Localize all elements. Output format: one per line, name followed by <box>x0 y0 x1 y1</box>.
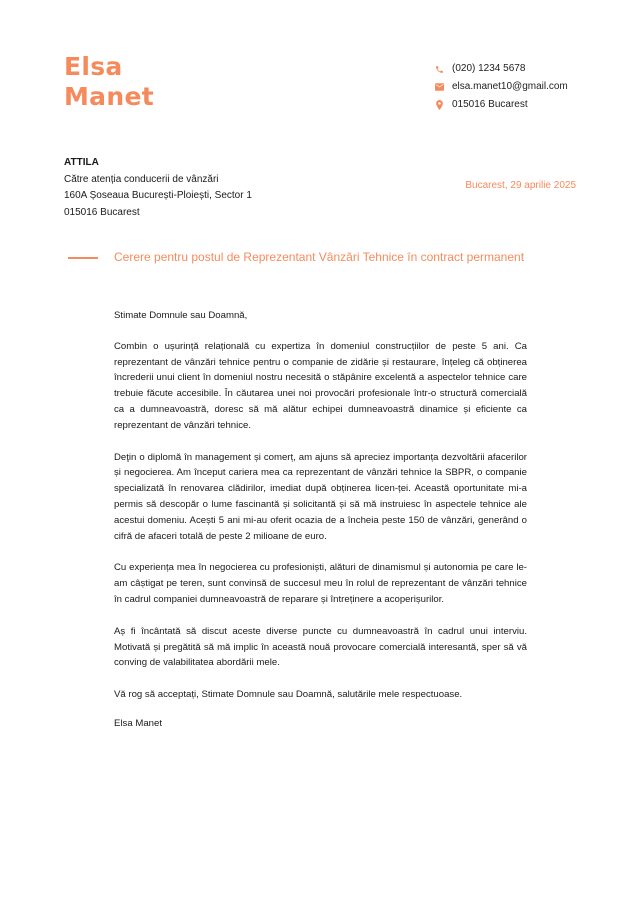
envelope-icon <box>434 82 445 93</box>
sender-first-name: Elsa <box>64 52 123 81</box>
letter-greeting: Stimate Domnule sau Doamnă, <box>114 310 248 321</box>
letter-date: Bucarest, 29 aprilie 2025 <box>465 180 576 191</box>
recipient-line-2: 160A Șoseaua București-Ploiești, Sector 1 <box>64 190 252 201</box>
recipient-company: ATTILA <box>64 157 99 168</box>
letter-paragraph-1: Combin o ușurință relațională cu expertiza în domeniul construcțiilor de peste 5 ani. Ca reprezentant de vânzări tehnice pentru o companie de zidărie și restaurare, înțeleg că obținerea încrederii unui client în domeniul nostru necesită o stăpânire excelentă a aspectelor tehnice care trebuie făcute accesibile. În căutarea unei noi provocări profesionale într-o structură comercială ca a dumneavoastră, doresc să mă alătur echipei dumneavoastră dinamice și eficiente ca reprezentant de vânzări tehnice. <box>114 340 527 431</box>
phone-text: (020) 1234 5678 <box>452 63 526 74</box>
letter-paragraph-3: Cu experiența mea în negocierea cu profesioniști, alături de dinamismul și autonomia pe care le-am câștigat pe teren, sunt convinsă de succesul meu în rolul de reprezentant de vânzări tehnice în cadrul companiei dumneavoastră de reparare și întreținere a acoperișurilor. <box>114 562 527 605</box>
sender-name <box>64 52 154 112</box>
recipient-line-1: Către atenția conducerii de vânzări <box>64 173 219 185</box>
recipient-block <box>64 155 252 221</box>
letter-paragraph-2: Deţin o diplomă în management și comerț, am ajuns să apreciez importanța dezvoltării afacerilor și negocierea. Am început cariera mea ca reprezentant de vânzări tehnice la SBPR, o companie specializată în renovarea clădirilor, imediat după obținerea licen-ței. Această oportunitate mi-a permis să descopăr o lume fascinantă și solicitantă și să mă instruiesc în aspectele tehnice ale acestui domeniu. Acești 5 ani mi-au oferit ocazia de a încheia peste 150 de vânzări, generând o cifră de afaceri totală de peste 2 milioane de euro. <box>114 451 527 542</box>
contact-phone <box>434 60 568 78</box>
recipient-line-3: 015016 Bucarest <box>64 206 140 218</box>
subject-divider <box>68 257 98 259</box>
address-text: 015016 Bucarest <box>452 99 528 110</box>
contact-address <box>434 96 568 114</box>
letter-paragraph-4: Aș fi încântată să discut aceste diverse puncte cu dumneavoastră în cadrul unui interviu. Motivată și pregătită să mă implic în această nouă provocare comercială interesantă, sper să vă conving de valabilitatea abordării mele. <box>114 625 527 669</box>
phone-icon <box>434 64 445 75</box>
email-text[interactable]: elsa.manet10@gmail.com <box>452 81 568 92</box>
contact-email <box>434 78 568 96</box>
contact-block <box>434 60 568 114</box>
letter-body <box>114 308 527 732</box>
letter-signature: Elsa Manet <box>114 717 162 729</box>
letter-closing: Vă rog să acceptați, Stimate Domnule sau Doamnă, salutările mele respectuoase. <box>114 689 463 701</box>
letter-subject: Cerere pentru postul de Reprezentant Vânzări Tehnice în contract permanent <box>114 250 525 264</box>
location-pin-icon <box>434 100 445 111</box>
sender-last-name: Manet <box>64 82 154 111</box>
